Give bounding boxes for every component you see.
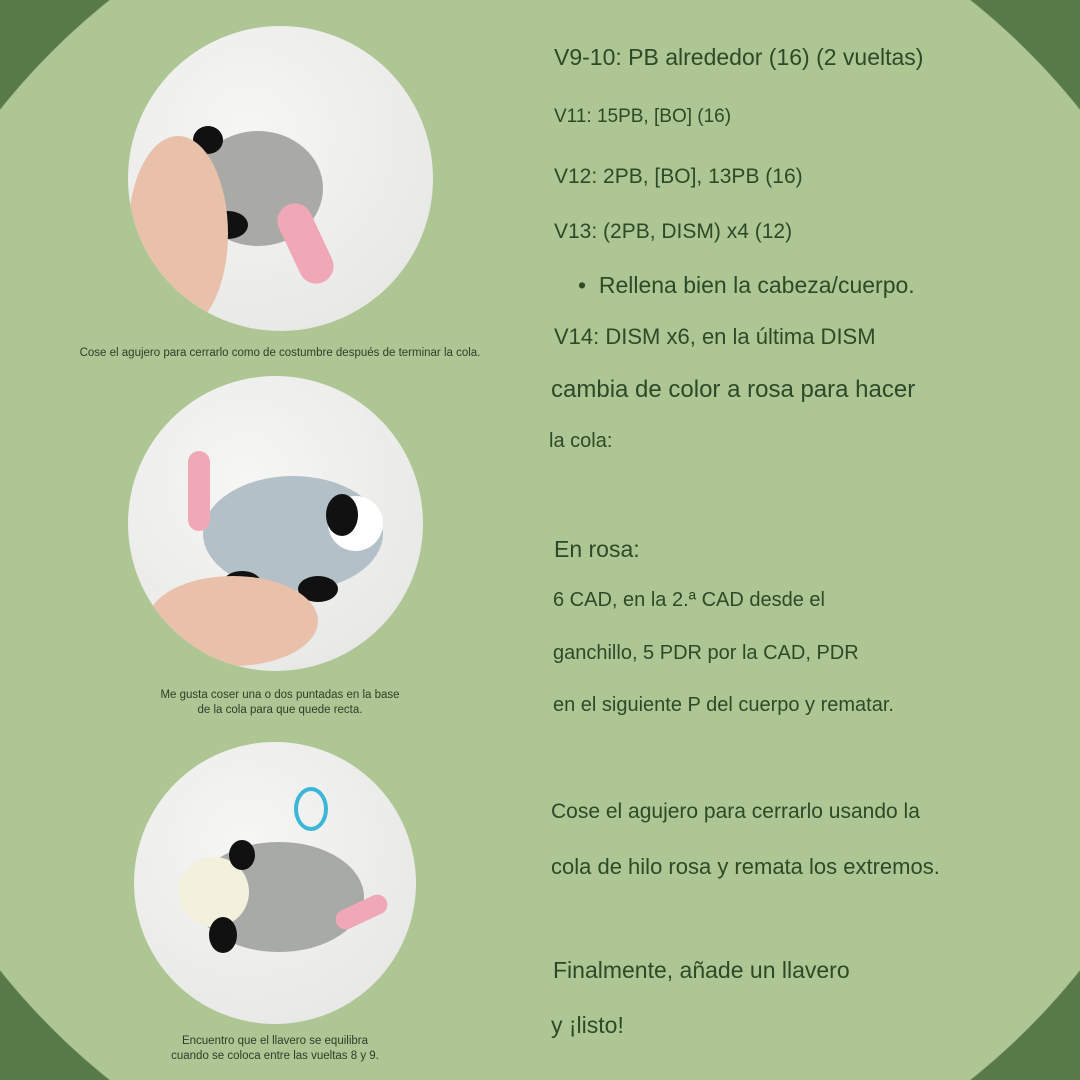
round-12: V12: 2PB, [BO], 13PB (16) — [554, 165, 803, 188]
caption-1: Cose el agujero para cerrarlo como de costumbre después de terminar la cola. — [79, 347, 481, 359]
bullet-text: Rellena bien la cabeza/cuerpo. — [598, 272, 915, 298]
close-line-1: Cose el agujero para cerrarlo usando la — [551, 800, 920, 823]
photo-keychain — [134, 742, 416, 1024]
pink-line-1: 6 CAD, en la 2.ª CAD desde el — [553, 589, 825, 611]
round-11: V11: 15PB, [BO] (16) — [554, 106, 732, 127]
photo-tail-base — [128, 376, 423, 671]
pink-section-title: En rosa: — [554, 536, 640, 562]
round-14-line-1: V14: DISM x6, en la última DISM — [554, 324, 876, 349]
caption-3 — [110, 1034, 440, 1064]
bullet-stuff — [578, 272, 915, 299]
round-14-line-2: cambia de color a rosa para hacer — [551, 376, 916, 403]
final-line-1: Finalmente, añade un llavero — [553, 957, 850, 983]
final-line-2: y ¡listo! — [551, 1012, 624, 1038]
caption-2-line-1: Me gusta coser una o dos puntadas en la base — [160, 689, 400, 701]
round-14-line-3: la cola: — [549, 430, 613, 452]
round-9-10: V9-10: PB alrededor (16) (2 vueltas) — [554, 44, 924, 70]
pink-line-2: ganchillo, 5 PDR por la CAD, PDR — [553, 642, 859, 664]
caption-2 — [110, 688, 450, 718]
caption-3-line-1: Encuentro que el llavero se equilibra — [181, 1035, 369, 1047]
close-line-2: cola de hilo rosa y remata los extremos. — [551, 854, 940, 879]
bullet-dot: • — [578, 272, 599, 298]
pink-line-3: en el siguiente P del cuerpo y rematar. — [553, 694, 894, 716]
photo-tail-sewing — [128, 26, 433, 331]
round-13: V13: (2PB, DISM) x4 (12) — [554, 220, 793, 243]
caption-2-line-2: de la cola para que quede recta. — [197, 704, 363, 716]
caption-3-line-2: cuando se coloca entre las vueltas 8 y 9. — [171, 1050, 379, 1062]
